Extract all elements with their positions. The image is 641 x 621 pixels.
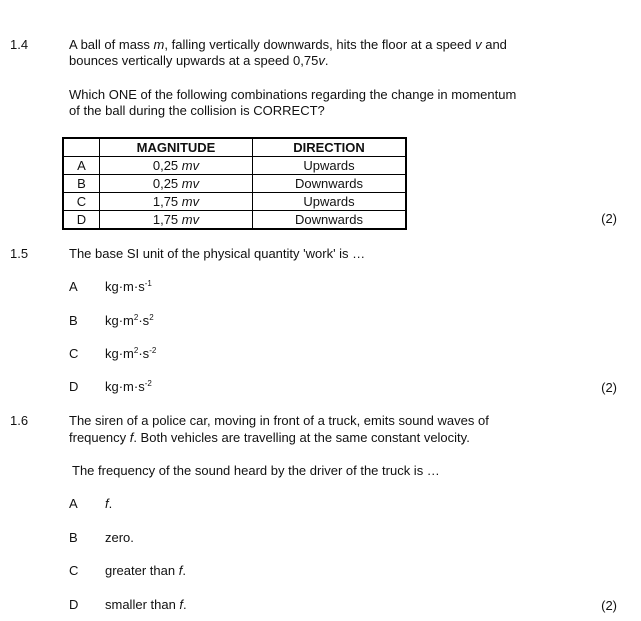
option-letter: D [63,211,100,230]
direction-cell: Downwards [253,211,407,230]
option-letter: C [69,346,79,361]
magnitude-cell: 1,75 mv [100,211,253,230]
option-text: greater than f. [105,563,186,578]
option-letter: A [69,279,78,294]
option-letter: A [63,157,100,175]
table-row [63,211,406,230]
table-row [63,157,406,175]
question-stem-line: Which ONE of the following combinations regarding the change in momentum [69,87,517,102]
magnitude-cell: 0,25 mv [100,175,253,193]
question-stem-line: frequency f. Both vehicles are travelling at the same constant velocity. [69,430,470,445]
option-letter: D [69,379,79,394]
option-text: $kg\cdot m\cdot s^{-1}$ [105,279,152,294]
direction-cell: Upwards [253,157,407,175]
question-stem-line: The base SI unit of the physical quantity 'work' is … [69,246,366,261]
question-stem-line: bounces vertically upwards at a speed 0,75v. [69,53,329,68]
option-text: $kg\cdot m^2\cdot s^2$ [105,313,154,328]
option-letter: B [69,313,78,328]
question-number: 1.4 [10,37,29,52]
page-top-dots [290,0,330,2]
question-number: 1.6 [10,413,29,428]
magnitude-cell: 0,25 mv [100,157,253,175]
table-row [63,193,406,211]
option-letter: B [63,175,100,193]
option-letter: A [69,496,78,511]
question-stem-line: of the ball during the collision is CORRECT? [69,103,325,118]
option-text: $kg\cdot m^2\cdot s^{-2}$ [105,346,157,361]
option-text: smaller than f. [105,597,187,612]
marks-label: (2) [601,598,617,613]
question-stem-line: A ball of mass m, falling vertically downwards, hits the floor at a speed v and [69,37,507,52]
option-text: zero. [105,530,134,545]
table-header-cell: MAGNITUDE [100,138,253,157]
direction-cell: Upwards [253,193,407,211]
table-header-row [63,138,406,157]
option-letter: D [69,597,79,612]
marks-label: (2) [601,380,617,395]
table-row [63,175,406,193]
option-letter: C [69,563,79,578]
question-stem-line: The frequency of the sound heard by the driver of the truck is … [72,463,440,478]
answer-table [62,137,407,230]
option-text: f. [105,496,113,511]
table-header-cell: DIRECTION [253,138,407,157]
magnitude-cell: 1,75 mv [100,193,253,211]
table-header-cell [63,138,100,157]
question-number: 1.5 [10,246,29,261]
question-stem-line: The siren of a police car, moving in front of a truck, emits sound waves of [69,413,489,428]
option-letter: C [63,193,100,211]
option-text: $kg\cdot m\cdot s^{-2}$ [105,379,152,394]
marks-label: (2) [601,211,617,226]
option-letter: B [69,530,78,545]
direction-cell: Downwards [253,175,407,193]
